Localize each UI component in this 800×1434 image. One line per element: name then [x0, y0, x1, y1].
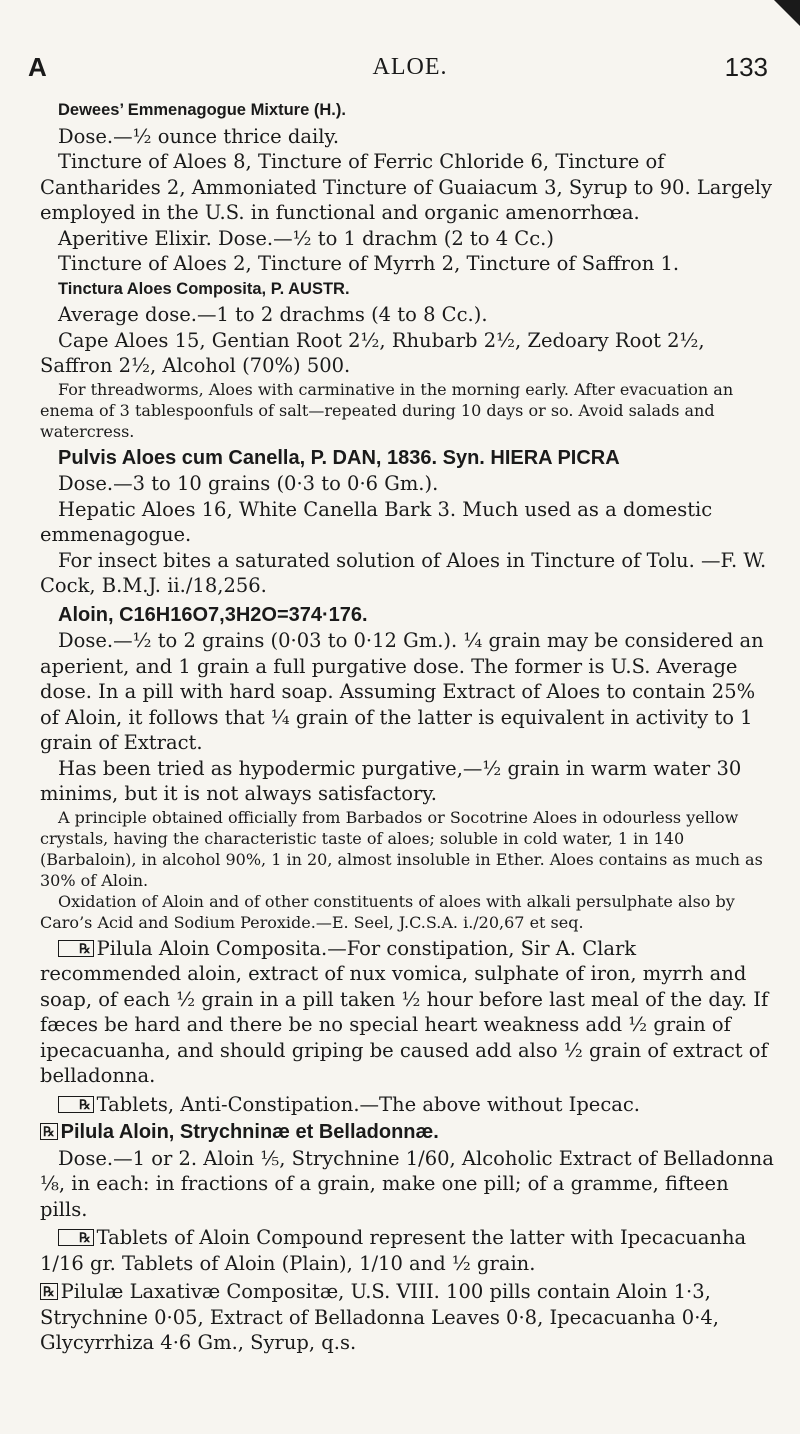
- entry-tablets-aloin-compound: [40, 1225, 780, 1276]
- page-content: [40, 98, 780, 1356]
- rx-mark: ℞: [58, 940, 94, 957]
- rx-mark: ℞: [58, 1229, 94, 1246]
- dewees-dose: Dose.—½ ounce thrice daily.: [58, 124, 340, 148]
- aloin-dose: Dose.—½ to 2 grains (0·03 to 0·12 Gm.). ¼ grain may be considered an aperient, and 1 grain a full purgative dose. The former is U.S. Average dose. In a pill with hard soap. Assuming Extract of Aloes to contain 25% of Aloin, it follows that ¼ grain of the latter is equivalent in activity to 1 grain of Extract.: [40, 629, 764, 754]
- tinctura-dose: Average dose.—1 to 2 drachms (4 to 8 Cc.).: [58, 303, 488, 326]
- insect-bites-note: For insect bites a saturated solution of Aloes in Tincture of Tolu. —F. W. Cock, B.M.J. ii./18,256.: [40, 548, 767, 597]
- rx-mark: ℞: [58, 1096, 94, 1113]
- running-title: ALOE.: [372, 54, 448, 80]
- entry-dewees-mixture: Dewees’ Emmenagogue Mixture (H.).: [58, 101, 346, 119]
- aperitive-formula: Tincture of Aloes 2, Tincture of Myrrh 2, Tincture of Saffron 1.: [58, 252, 680, 275]
- rx-mark: ℞: [40, 1283, 58, 1300]
- pulvis-dose: Dose.—3 to 10 grains (0·3 to 0·6 Gm.).: [58, 472, 439, 495]
- pilula-aloin-strychninae-dose: Dose.—1 or 2. Aloin ⅕, Strychnine 1/60, Alcoholic Extract of Belladonna ⅛, in each: in fractions of a grain, make one pill; of a gramme, fifteen pills.: [40, 1146, 774, 1221]
- entry-aloin: Aloin, C16H16O7,3H2O=374·176.: [58, 603, 368, 626]
- dewees-formula: Tincture of Aloes 8, Tincture of Ferric Chloride 6, Tincture of Cantharides 2, Ammoniated Tincture of Guaiacum 3, Syrup to 90. Largely employed in the U.S. in functional and organic amenorrhœa.: [40, 150, 773, 224]
- section-letter: A: [28, 52, 47, 82]
- entry-pilula-aloin-composita: [40, 936, 780, 1089]
- aloin-description: A principle obtained officially from Barbados or Socotrine Aloes in odourless yellow crystals, having the characteristic taste of aloes; soluble in cold water, 1 in 140 (Barbaloin), in alcohol 90%, 1 in 20, almost insoluble in Ether. Aloes contains as much as 30% of Aloin.: [40, 807, 763, 890]
- tablets-anti-constipation-text: Tablets, Anti-Constipation.—The above without Ipecac.: [96, 1092, 641, 1116]
- page-number: 133: [724, 52, 768, 82]
- entry-aperitive-elixir: Aperitive Elixir. Dose.—½ to 1 drachm (2 to 4 Cc.): [58, 226, 554, 250]
- aloin-oxidation: Oxidation of Aloin and of other constituents of aloes with alkali persulphate also by Caro’s Acid and Sodium Peroxide.—E. Seel, J.C.S.A. i./20,67 et seq.: [40, 891, 735, 932]
- pilula-aloin-composita-text: Pilula Aloin Composita.—For constipation, Sir A. Clark recommended aloin, extract of nux vomica, sulphate of iron, myrrh and soap, of each ½ grain in a pill taken ½ hour before last meal of the day. If fæces be hard and there be no special heart weakness add ½ grain of ipecacuanha, and should griping be caused add also ½ grain of extract of belladonna.: [40, 936, 769, 1087]
- entry-pilulae-laxativae: [40, 1279, 780, 1356]
- entry-pulvis-aloes: Pulvis Aloes cum Canella, P. DAN, 1836. Syn. HIERA PICRA: [58, 446, 620, 469]
- entry-tablets-anti-constipation: [40, 1092, 780, 1118]
- entry-tinctura-aloes: Tinctura Aloes Composita, P. AUSTR.: [58, 279, 350, 298]
- rx-mark: ℞: [40, 1123, 58, 1140]
- pilula-aloin-strychninae-title: Pilula Aloin, Strychninæ et Belladonnæ.: [60, 1121, 439, 1143]
- pilulae-laxativae-text: Pilulæ Laxativæ Compositæ, U.S. VIII. 100 pills contain Aloin 1·3, Strychnine 0·05, Extract of Belladonna Leaves 0·8, Ipecacuanha 0·4, Glycyrrhiza 4·6 Gm., Syrup, q.s.: [40, 1280, 719, 1354]
- aloin-hypodermic: Has been tried as hypodermic purgative,—½ grain in warm water 30 minims, but it is not always satisfactory.: [40, 756, 742, 805]
- threadworms-note: For threadworms, Aloes with carminative in the morning early. After evacuation an enema of 3 tablespoonfuls of salt—repeated during 10 days or so. Avoid salads and watercress.: [40, 379, 734, 441]
- pulvis-formula: Hepatic Aloes 16, White Canella Bark 3. Much used as a domestic emmenagogue.: [40, 497, 713, 546]
- entry-pilula-aloin-strychninae: [40, 1120, 780, 1146]
- running-head: [28, 30, 780, 82]
- page-corner-mark: [774, 0, 800, 26]
- tinctura-formula: Cape Aloes 15, Gentian Root 2½, Rhubarb 2½, Zedoary Root 2½, Saffron 2½, Alcohol (70%) 500.: [40, 328, 705, 377]
- tablets-aloin-compound-text: Tablets of Aloin Compound represent the latter with Ipecacuanha 1/16 gr. Tablets of Aloin (Plain), 1/10 and ½ grain.: [40, 1226, 747, 1275]
